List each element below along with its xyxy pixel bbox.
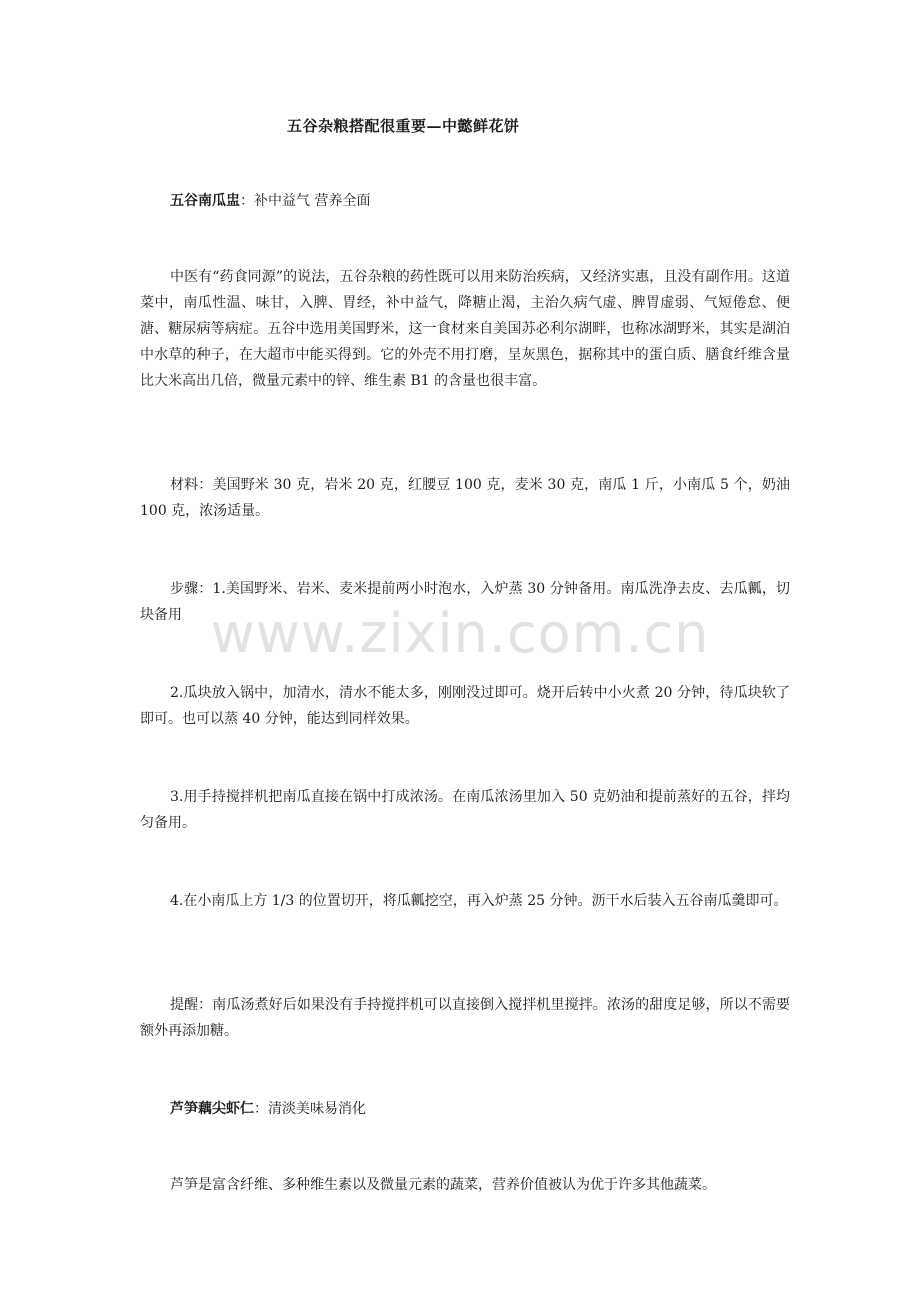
section-heading-label: 五谷南瓜盅 — [170, 193, 240, 209]
paragraph-intro: 中医有“药食同源”的说法，五谷杂粮的药性既可以用来防治疾病，又经济实惠，且没有副作用。这道菜中，南瓜性温、味甘，入脾、胃经，补中益气，降糖止渴，主治久病气虚、脾胃虚弱、气短倦怠、便溏、糖尿病等病症。五谷中选用美国野米，这一食材来自美国苏必利尔湖畔，也称冰湖野米，其实是湖泊中水草的种子，在大超市中能买得到。它的外壳不用打磨，呈灰黑色，据称其中的蛋白质、膳食纤维含量比大米高出几倍，微量元素中的锌、维生素 B1 的含量也很丰富。 — [140, 269, 790, 389]
section-heading-pumpkin — [140, 188, 790, 214]
paragraph-step-4: 4.在小南瓜上方 1/3 的位置切开，将瓜瓤挖空，再入炉蒸 25 分钟。沥干水后装入五谷南瓜羹即可。 — [170, 893, 788, 909]
paragraph-step-3: 3.用手持搅拌机把南瓜直接在锅中打成浓汤。在南瓜浓汤里加入 50 克奶油和提前蒸好的五谷，拌均匀备用。 — [140, 789, 790, 831]
paragraph-tip: 提醒：南瓜汤煮好后如果没有手持搅拌机可以直接倒入搅拌机里搅拌。浓汤的甜度足够，所以不需要额外再添加糖。 — [140, 997, 790, 1039]
paragraph-asparagus: 芦笋是富含纤维、多种维生素以及微量元素的蔬菜，营养价值被认为优于许多其他蔬菜。 — [170, 1177, 716, 1193]
section-subtitle: 清淡美味易消化 — [268, 1101, 366, 1117]
heading-separator: ： — [254, 1101, 268, 1117]
section-heading-label: 芦笋藕尖虾仁 — [170, 1101, 254, 1117]
paragraph-ingredients: 材料：美国野米 30 克，岩米 20 克，红腰豆 100 克，麦米 30 克，南瓜 1 斤，小南瓜 5 个，奶油 100 克，浓汤适量。 — [140, 477, 790, 519]
paragraph-step-1: 步骤：1.美国野米、岩米、麦米提前两小时泡水，入炉蒸 30 分钟备用。南瓜洗净去皮、去瓜瓤，切块备用 — [140, 581, 790, 623]
paragraph-step-2: 2.瓜块放入锅中，加清水，清水不能太多，刚刚没过即可。烧开后转中小火煮 20 分钟，待瓜块软了即可。也可以蒸 40 分钟，能达到同样效果。 — [140, 685, 790, 727]
document-title: 五谷杂粮搭配很重要—中懿鲜花饼 — [287, 117, 520, 135]
section-subtitle: 补中益气 营养全面 — [254, 193, 371, 209]
heading-separator: ： — [240, 193, 254, 209]
watermark: www.zixin.com.cn — [210, 602, 710, 665]
section-heading-asparagus — [140, 1096, 790, 1122]
